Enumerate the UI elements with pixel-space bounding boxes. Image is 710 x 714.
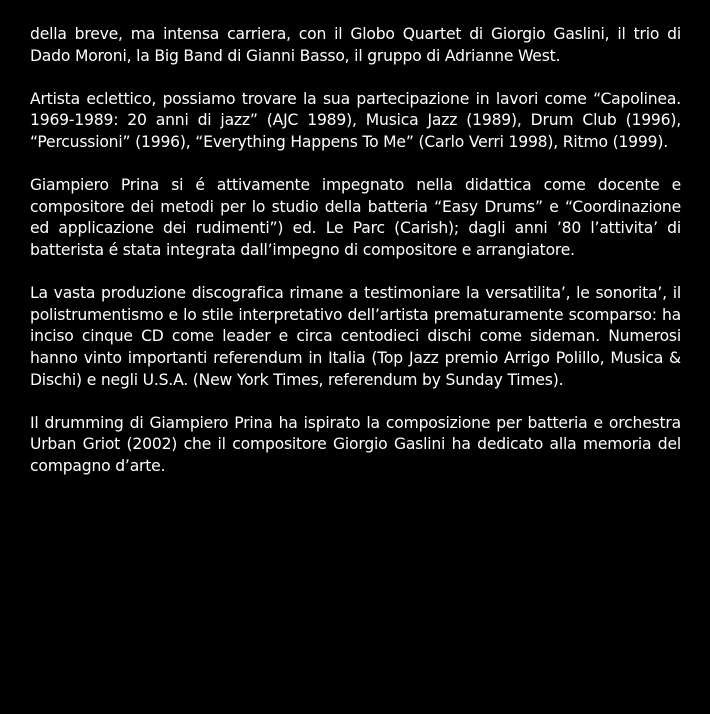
paragraph-discography: La vasta produzione discografica rimane a testimoniare la versatilita’, le sonorita’, il polistrumentismo e lo stile interpretativo dell’artista prematuramente scomparso: ha inciso cinque CD come leader e circa centodieci dischi come sideman. Numerosi hanno vinto importanti referendum in Italia (Top Jazz premio Arrigo Polillo, Musica & Dischi) e negli U.S.A. (New York Times, referendum by Sunday Times). xyxy=(30,284,681,389)
paragraph-teaching: Giampiero Prina si é attivamente impegnato nella didattica come docente e compositore dei metodi per lo studio della batteria “Easy Drums” e “Coordinazione ed applicazione dei rudimenti”) ed. Le Parc (Carish); dagli anni ’80 l’attivita’ di batterista é stata integrata dall’impegno di compositore e arrangiatore. xyxy=(30,176,681,259)
paragraph-eclectic-artist: Artista eclettico, possiamo trovare la sua partecipazione in lavori come “Capolinea. 1969-1989: 20 anni di jazz” (AJC 1989), Musica Jazz (1989), Drum Club (1996), “Percussioni” (1996), “Everything Happens To Me” (Carlo Verri 1998), Ritmo (1999). xyxy=(30,89,681,151)
biography-text xyxy=(30,24,681,499)
paragraph-career: della breve, ma intensa carriera, con il Globo Quartet di Giorgio Gaslini, il trio di Dado Moroni, la Big Band di Gianni Basso, il gruppo di Adrianne West. xyxy=(30,25,681,65)
paragraph-urban-griot: Il drumming di Giampiero Prina ha ispirato la composizione per batteria e orchestra Urban Griot (2002) che il compositore Giorgio Gaslini ha dedicato alla memoria del compagno d’arte. xyxy=(30,413,681,475)
